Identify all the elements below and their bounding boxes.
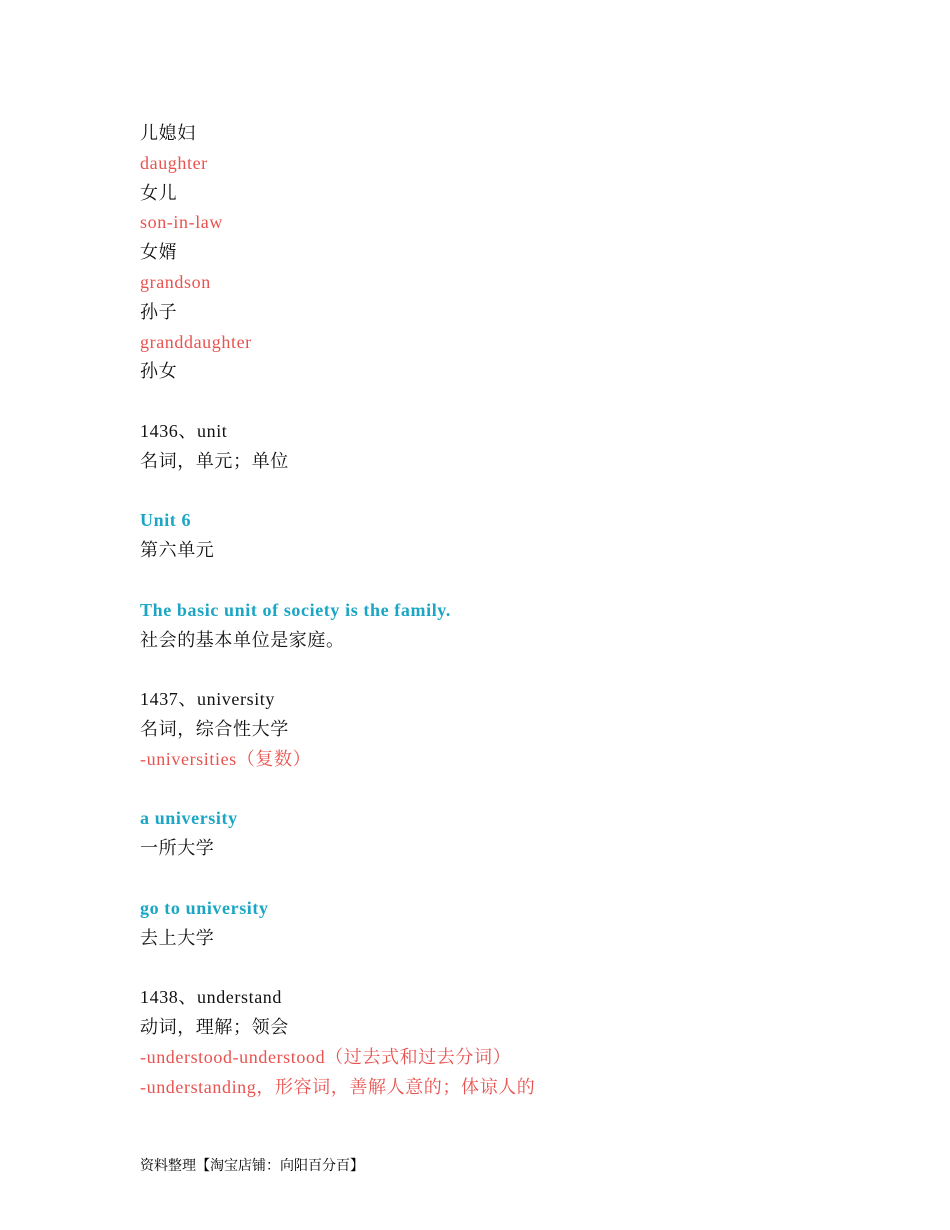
text-line: 1438、understand [140,987,282,1008]
word-form-line: son-in-law [140,212,223,233]
example-phrase: The basic unit of society is the family. [140,599,451,620]
blank-line [140,655,840,685]
word-form-line: grandson [140,271,211,292]
page-footer: 资料整理【淘宝店铺：向阳百分百】 [140,1158,364,1174]
text-line: 社会的基本单位是家庭。 [140,629,345,650]
text-line: 名词，单元；单位 [140,450,289,471]
word-form-line: daughter [140,152,208,173]
text-line: 去上大学 [140,927,215,948]
word-form-line: -understanding，形容词，善解人意的；体谅人的 [140,1076,536,1097]
blank-line [140,864,840,894]
text-line: 孙女 [140,361,178,382]
word-form-line: -universities（复数） [140,748,312,769]
text-line: 女儿 [140,182,178,203]
word-form-line: -understood-understood（过去式和过去分词） [140,1046,512,1067]
example-phrase: go to university [140,897,269,918]
text-line: 一所大学 [140,838,215,859]
text-line: 动词，理解；领会 [140,1016,289,1037]
blank-line [140,477,840,507]
text-line: 名词，综合性大学 [140,718,289,739]
text-line: 孙子 [140,301,178,322]
word-form-line: granddaughter [140,331,252,352]
text-line: 儿媳妇 [140,123,196,143]
text-line: 女婿 [140,242,178,263]
example-phrase: a university [140,808,238,829]
text-line: 第六单元 [140,540,215,561]
text-line: 1437、university [140,689,275,710]
document-body [140,119,840,1102]
text-line: 1436、unit [140,420,228,441]
blank-line [140,775,840,805]
blank-line [140,387,840,417]
example-phrase: Unit 6 [140,510,192,531]
blank-line [140,953,840,983]
blank-line [140,566,840,596]
